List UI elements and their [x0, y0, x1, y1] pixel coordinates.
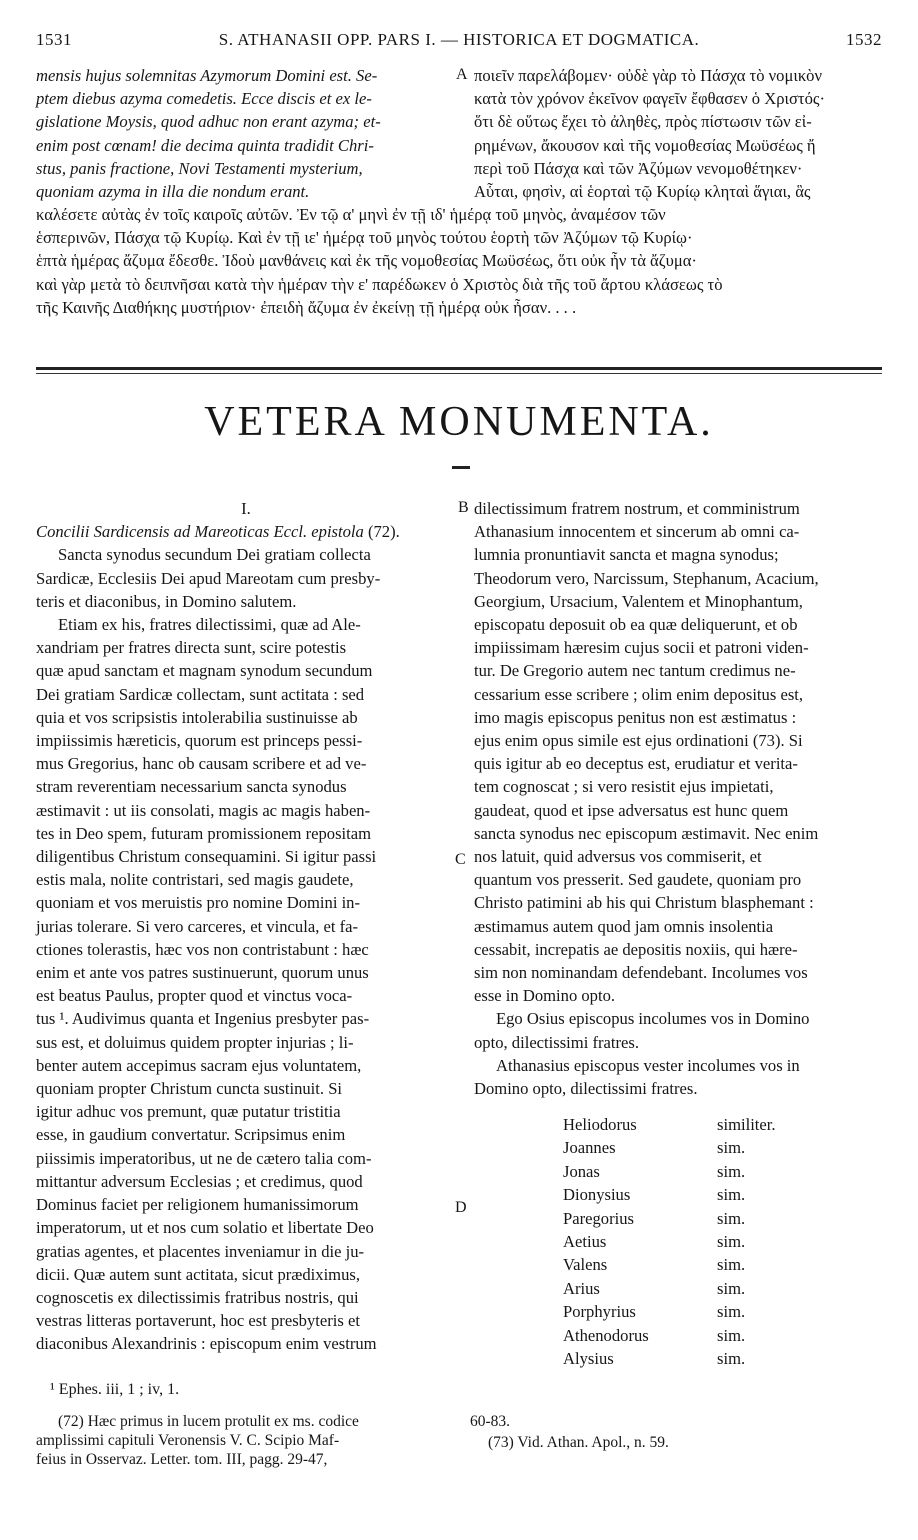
text-line: quoniam propter Christum cuncta sustinuit. Si [36, 1079, 343, 1099]
text-line: diligentibus Christum consequamini. Si igitur passi [36, 847, 377, 867]
top-right-column [474, 64, 882, 203]
text-line: estis mala, nolite contristari, sed magis gaudete, [36, 870, 354, 890]
text-line: ρημένων, ἄκουσον καὶ τῆς νομοθεσίας Μωϋσέως ἤ [474, 135, 816, 155]
text-line: quoniam et vos meruistis pro nomine Domini in- [36, 893, 361, 913]
top-left-column [36, 64, 450, 203]
running-header [36, 30, 882, 52]
text-line: impiissimam hæresim cujus socii et patroni viden- [474, 638, 809, 658]
left-column [36, 497, 456, 1356]
signatory-note: sim. [717, 1232, 746, 1252]
list-item [563, 1207, 776, 1230]
text-line: imo magis episcopus penitus non est æstimatus : [474, 707, 797, 727]
text-line: mensis hujus solemnitas Azymorum Domini est. Se- [36, 66, 378, 85]
text-line: περὶ τοῦ Πάσχα καὶ τῶν Ἀζύμων νενομοθέτηκεν· [474, 158, 803, 178]
footnote-ref-72: (72). [367, 522, 400, 542]
letter-number: I. [241, 499, 251, 518]
signatory-note: sim. [717, 1349, 746, 1369]
text-line: opto, dilectissimi fratres. [474, 1032, 639, 1052]
text-line: Athanasium innocentem et sincerum ab omni ca- [474, 522, 800, 542]
list-item [563, 1300, 776, 1323]
footnote-72-continued: 60-83. [470, 1413, 511, 1430]
text-line: Domino opto, dilectissimi fratres. [474, 1079, 698, 1099]
margin-marker-d: D [455, 1199, 467, 1216]
text-line: Christo patimini ab his qui Christum blasphemant : [474, 893, 814, 913]
text-line: teris et diaconibus, in Domino salutem. [36, 591, 297, 611]
text-line: feius in Osservaz. Letter. tom. III, pagg. 29-47, [36, 1451, 328, 1468]
top-full-width-text [36, 203, 882, 319]
text-line: æstimavit : ut iis consolati, magis ac magis haben- [36, 800, 371, 820]
text-line: cessarium esse scribere ; olim enim depositus est, [474, 684, 804, 704]
signatory-note: sim. [717, 1325, 746, 1345]
text-line: igitur adhuc vos premunt, quæ putatur tristitia [36, 1102, 341, 1122]
signatory-name: Aetius [563, 1232, 607, 1252]
text-line: Dominus faciet per religionem humanissimorum [36, 1195, 359, 1215]
text-line: quia et vos scripsistis intolerabilia sustinuisse ab [36, 707, 358, 727]
text-line: Αὗται, φησὶν, αἱ ἑορταὶ τῷ Κυρίῳ κληταὶ ἅγιαι, ἃς [474, 182, 811, 202]
signatory-name: Jonas [563, 1161, 600, 1181]
text-line: sus est, et doluimus quidem propter injurias ; li- [36, 1032, 354, 1052]
text-line: Sancta synodus secundum Dei gratiam collecta [58, 545, 371, 565]
text-line: καὶ γὰρ μετὰ τὸ δειπνῆσαι κατὰ τὴν ἡμέραν τὴν ε' παρέδωκεν ὁ Χριστὸς διὰ τῆς τοῦ ἄρτου κλάσεως τὸ [36, 274, 723, 294]
text-line: piissimis imperatoribus, ut ne de cætero talia com- [36, 1148, 372, 1168]
signatory-note: sim. [717, 1161, 746, 1181]
list-item [563, 1113, 776, 1136]
running-title: S. ATHANASII OPP. PARS I. — HISTORICA ET DOGMATICA. [218, 30, 700, 49]
footnote-73: (73) Vid. Athan. Apol., n. 59. [488, 1434, 669, 1451]
text-line: ὅτι δὲ οὕτως ἔχει τὸ ἀληθὲς, πρὸς πίστωσιν τῶν εἰ- [474, 112, 812, 132]
footnote-72 [36, 1412, 456, 1469]
text-line: quæ apud sanctam et magnam synodum secundum [36, 661, 373, 681]
text-line: mittantur adversum Ecclesias ; et credimus, quod [36, 1171, 363, 1191]
text-line: mus Gregorius, hanc ob causam scribere et ad ve- [36, 754, 367, 774]
list-item [563, 1136, 776, 1159]
text-line: quoniam azyma in illa die nondum erant. [36, 182, 310, 202]
text-line: ἑπτὰ ἡμέρας ἄζυμα ἔδεσθε. Ἰδοὺ μανθάνεις καὶ ἐκ τῆς νομοθεσίας Μωϋσέως, ὅτι οὐκ ἦν τὰ ἄζυμα· [36, 251, 697, 271]
text-line: gratias agentes, et placentes inveniamur in die ju- [36, 1241, 365, 1261]
margin-marker-a: A [456, 66, 468, 83]
signatory-note: sim. [717, 1278, 746, 1298]
text-line: ejus enim opus simile est ejus ordinationi (73). Si [474, 731, 803, 751]
text-line: tes in Deo spem, futuram promissionem repositam [36, 823, 372, 843]
text-line: gaudeat, quod et ipse adversatus est hunc quem [474, 800, 789, 820]
text-line: tur. De Gregorio autem nec tantum credimus ne- [474, 661, 796, 681]
text-line: (72) Hæc primus in lucem protulit ex ms. codice [58, 1413, 359, 1430]
text-line: diaconibus Alexandrinis : episcopum enim vestrum [36, 1334, 377, 1354]
text-line: enim post cœnam! die decima quinta tradidit Chri- [36, 135, 374, 155]
text-line: benter autem accepimus sacram ejus voluntatem, [36, 1055, 362, 1075]
list-item [563, 1277, 776, 1300]
text-line: ptem diebus azyma comedetis. Ecce discis et ex le- [36, 89, 372, 109]
margin-marker-b: B [458, 499, 469, 516]
text-line: Theodorum vero, Narcissum, Stephanum, Acacium, [474, 568, 819, 588]
text-line: lumnia pronuntiavit sancta et magna synodus; [474, 545, 779, 565]
signatory-name: Heliodorus [563, 1115, 637, 1134]
signatory-name: Athenodorus [563, 1325, 649, 1345]
signatory-name: Alysius [563, 1349, 614, 1369]
text-line: Sardicæ, Ecclesiis Dei apud Mareotam cum presby- [36, 568, 381, 588]
text-line: stus, panis fractione, Novi Testamenti mysterium, [36, 158, 363, 178]
list-item [563, 1230, 776, 1253]
text-line: enim et ante vos patres sustinuerunt, quorum unus [36, 963, 369, 983]
letter-heading [36, 520, 456, 543]
text-line: nos latuit, quid adversus vos commiserit, et [474, 847, 762, 867]
list-item [563, 1347, 776, 1370]
list-item [563, 1183, 776, 1206]
signatory-note: sim. [717, 1185, 746, 1205]
text-line: ποιεῖν παρελάβομεν· οὐδὲ γὰρ τὸ Πάσχα τὸ νομικὸν [474, 66, 822, 85]
text-line: ctiones tolerastis, hæc vos non contristabunt : hæc [36, 939, 369, 959]
text-line: dicii. Quæ autem sunt actitata, sicut prædiximus, [36, 1264, 360, 1284]
text-line: tus ¹. Audivimus quanta et Ingenius presbyter pas- [36, 1009, 370, 1029]
text-line: quis igitur ab eo deceptus est, erudiatur et verita- [474, 754, 798, 774]
signatory-note: similiter. [717, 1115, 776, 1134]
right-column [474, 497, 882, 1100]
signatory-name: Arius [563, 1278, 600, 1298]
text-line: æstimamus autem quod jam omnis insolentia [474, 916, 774, 936]
text-line: Athanasius episcopus vester incolumes vos in [496, 1055, 800, 1075]
heading-text: Concilii Sardicensis ad Mareoticas Eccl. epistola [36, 522, 368, 542]
signatory-name: Paregorius [563, 1208, 634, 1228]
text-line: episcopatu deposuit ob ea quæ deliquerunt, et ob [474, 615, 798, 635]
text-line: xandriam per fratres directa sunt, scire potestis [36, 638, 347, 658]
text-line: stram reverentiam necessarium sancta synodus [36, 777, 347, 797]
text-line: κατὰ τὸν χρόνον ἐκεῖνον φαγεῖν ἔφθασεν ὁ Χριστός· [474, 89, 825, 109]
scripture-footnote: ¹ Ephes. iii, 1 ; iv, 1. [50, 1381, 180, 1398]
text-line: ἑσπερινῶν, Πάσχα τῷ Κυρίῳ. Καὶ ἐν τῇ ιε' ἡμέρᾳ τοῦ μηνὸς τούτου ἑορτὴ τῶν Ἀζύμων τῷ Κυρίῳ· [36, 228, 693, 248]
text-line: Dei gratiam Sardicæ collectam, sunt actitata : sed [36, 684, 365, 704]
text-line: sancta synodus nec episcopum æstimavit. Nec enim [474, 823, 819, 843]
text-line: καλέσετε αὐτὰς ἐν τοῖς καιροῖς αὐτῶν. Ἐν τῷ α' μηνὶ ἐν τῇ ιδ' ἡμέρᾳ τοῦ μηνὸς, ἀναμέσον τῶν [36, 205, 666, 224]
page-number-right: 1532 [846, 30, 882, 49]
title-ornament-dash [452, 466, 470, 469]
signatory-name: Joannes [563, 1138, 616, 1158]
signatories-list [563, 1113, 776, 1370]
text-line: esse, in gaudium convertatur. Scripsimus enim [36, 1125, 346, 1145]
text-line: cessabit, increpatis ae depositis noxiis, qui hære- [474, 939, 798, 959]
section-divider [36, 367, 882, 370]
signatory-name: Valens [563, 1255, 608, 1275]
list-item [563, 1160, 776, 1183]
section-title: VETERA MONUMENTA. [204, 399, 714, 445]
list-item [563, 1324, 776, 1347]
list-item [563, 1253, 776, 1276]
text-line: vestras litteras portaverunt, hoc est presbyteris et [36, 1311, 360, 1331]
text-line: est beatus Paulus, propter quod et vinctus voca- [36, 986, 353, 1006]
signatory-note: sim. [717, 1255, 746, 1275]
signatory-name: Dionysius [563, 1185, 631, 1205]
text-line: Etiam ex his, fratres dilectissimi, quæ ad Ale- [58, 615, 361, 635]
text-line: dilectissimum fratrem nostrum, et comministrum [474, 499, 800, 518]
text-line: Georgium, Ursacium, Valentem et Minophantum, [474, 591, 803, 611]
margin-marker-c: C [455, 851, 466, 868]
text-line: esse in Domino opto. [474, 986, 616, 1006]
text-line: sim non nominandam defendebant. Incolumes vos [474, 963, 808, 983]
text-line: tem cognoscat ; si vero resistit ejus impietati, [474, 777, 774, 797]
text-line: imperatorum, ut et nos cum solatio et libertate Deo [36, 1218, 374, 1238]
text-line: amplissimi capituli Veronensis V. C. Scipio Maf- [36, 1432, 340, 1449]
text-line: quantum vos presserit. Sed gaudete, quoniam pro [474, 870, 802, 890]
signatory-name: Porphyrius [563, 1302, 636, 1322]
text-line: τῆς Καινῆς Διαθήκης μυστήριον· ἐπειδὴ ἄζυμα ἐν ἐκείνῃ τῇ ἡμέρᾳ οὐκ ἦσαν. . . . [36, 297, 577, 317]
text-line: cognoscetis ex dilectissimis fratribus nostris, qui [36, 1287, 359, 1307]
signatory-note: sim. [717, 1302, 746, 1322]
text-line: Ego Osius episcopus incolumes vos in Domino [496, 1009, 810, 1029]
signatory-note: sim. [717, 1138, 746, 1158]
text-line: impiissimis hæreticis, quorum est princeps pessi- [36, 731, 363, 751]
text-line: jurias tolerare. Si vero carceres, et vincula, et fa- [36, 916, 359, 936]
signatory-note: sim. [717, 1208, 746, 1228]
text-line: gislatione Moysis, quod adhuc non erant azyma; et- [36, 112, 381, 132]
section-divider-thin [36, 373, 882, 374]
page-number-left: 1531 [36, 30, 72, 49]
